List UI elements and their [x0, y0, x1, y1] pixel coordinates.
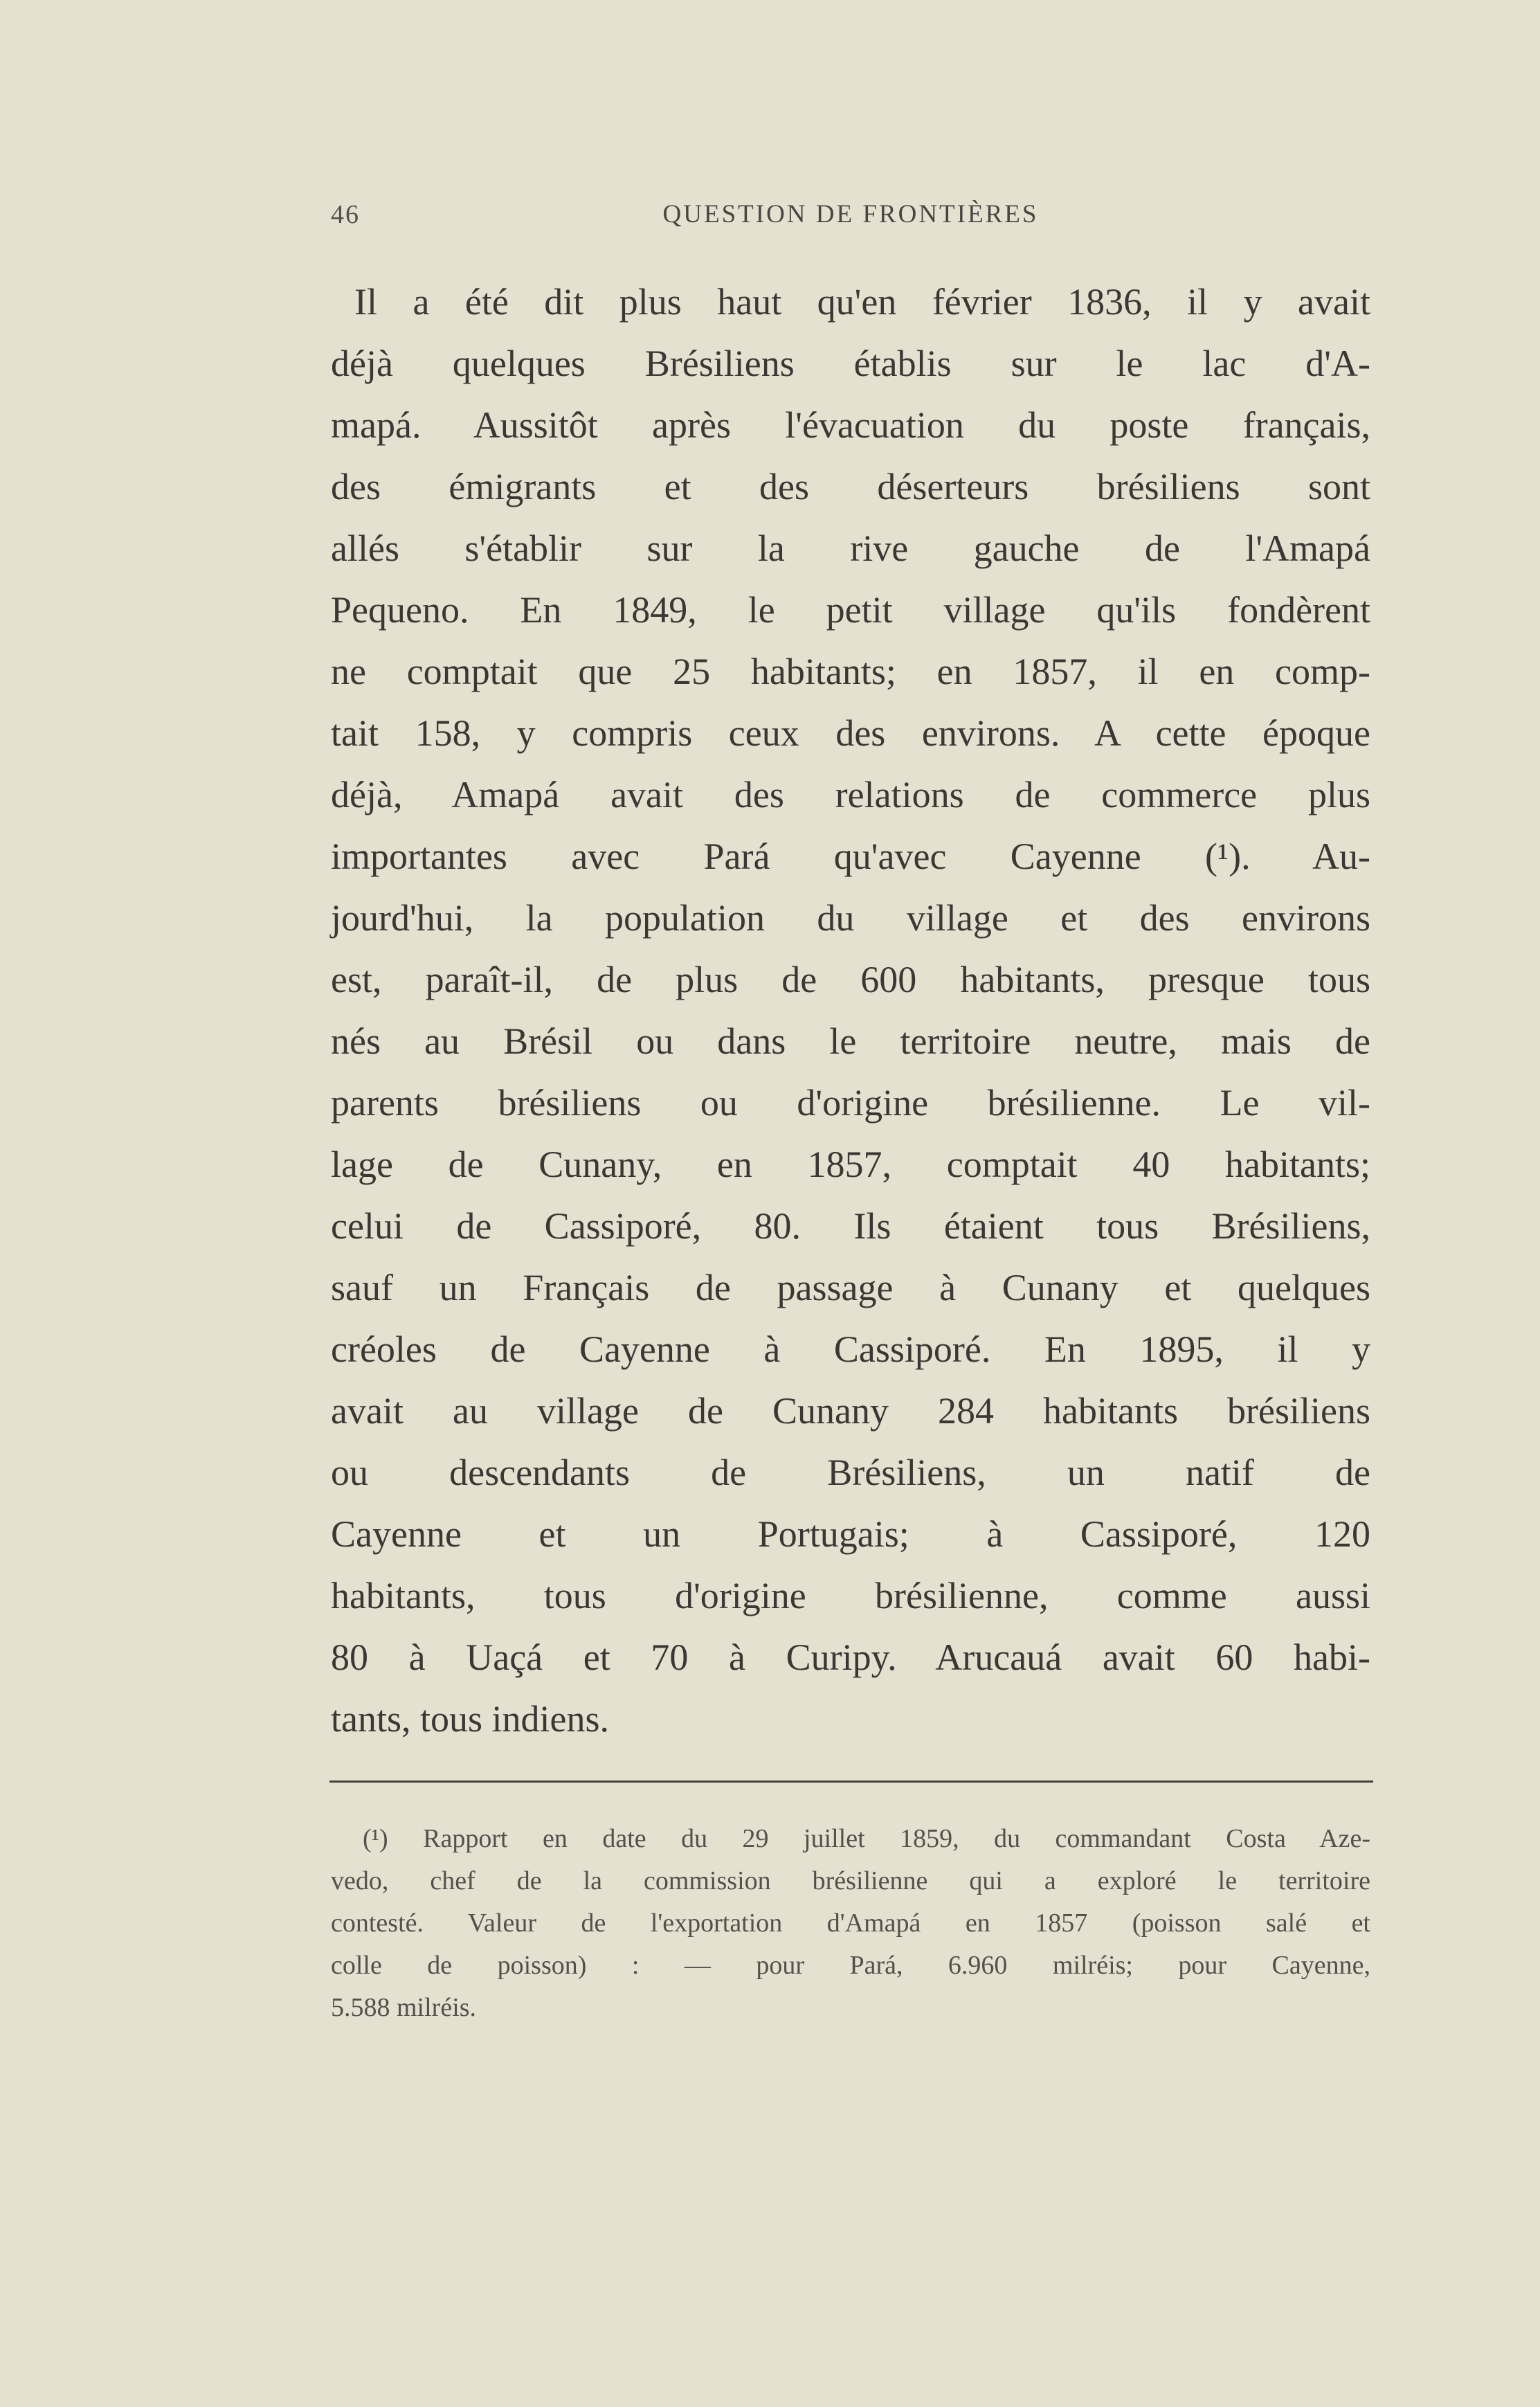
body-line: des émigrants et des déserteurs brésiliens sont	[331, 466, 1370, 507]
footnote	[331, 1818, 1370, 2029]
body-line: est, paraît-il, de plus de 600 habitants, presque tous	[331, 959, 1370, 1000]
footnote-line: 5.588 milréis.	[331, 1993, 477, 2022]
footnote-line: contesté. Valeur de l'exportation d'Amapá en 1857 (poisson salé et	[331, 1909, 1370, 1938]
body-line: avait au village de Cunany 284 habitants brésiliens	[331, 1390, 1370, 1432]
body-paragraph	[331, 271, 1370, 1750]
body-line: celui de Cassiporé, 80. Ils étaient tous Brésiliens,	[331, 1205, 1370, 1247]
body-line: tants, tous indiens.	[331, 1698, 609, 1740]
footnote-line: colle de poisson) : — pour Pará, 6.960 milréis; pour Cayenne,	[331, 1951, 1370, 1980]
page-header	[331, 199, 1370, 241]
body-line: déjà, Amapá avait des relations de commerce plus	[331, 774, 1370, 815]
body-line: sauf un Français de passage à Cunany et quelques	[331, 1267, 1370, 1308]
body-line: créoles de Cayenne à Cassiporé. En 1895, il y	[331, 1328, 1370, 1370]
body-line: Pequeno. En 1849, le petit village qu'ils fondèrent	[331, 589, 1370, 631]
body-line: Il a été dit plus haut qu'en février 1836, il y avait	[354, 281, 1370, 323]
running-title: QUESTION DE FRONTIÈRES	[662, 200, 1039, 228]
body-line: mapá. Aussitôt après l'évacuation du poste français,	[331, 404, 1370, 446]
footnote-line: (¹) Rapport en date du 29 juillet 1859, du commandant Costa Aze-	[363, 1824, 1370, 1853]
footnote-divider	[329, 1781, 1373, 1783]
page-number: 46	[331, 200, 360, 229]
body-line: lage de Cunany, en 1857, comptait 40 habitants;	[331, 1144, 1370, 1185]
body-line: tait 158, y compris ceux des environs. A cette époque	[331, 712, 1370, 754]
body-line: habitants, tous d'origine brésilienne, comme aussi	[331, 1575, 1370, 1616]
body-line: nés au Brésil ou dans le territoire neutre, mais de	[331, 1020, 1370, 1062]
body-line: Cayenne et un Portugais; à Cassiporé, 120	[331, 1513, 1370, 1555]
body-line: importantes avec Pará qu'avec Cayenne (¹). Au-	[331, 836, 1370, 877]
body-line: allés s'établir sur la rive gauche de l'Amapá	[331, 528, 1370, 569]
body-line: ou descendants de Brésiliens, un natif de	[331, 1452, 1370, 1493]
footnote-line: vedo, chef de la commission brésilienne qui a exploré le territoire	[331, 1866, 1370, 1895]
body-line: jourd'hui, la population du village et des environs	[331, 897, 1370, 939]
body-line: parents brésiliens ou d'origine brésilienne. Le vil-	[331, 1082, 1370, 1124]
body-line: ne comptait que 25 habitants; en 1857, il en comp-	[331, 651, 1370, 692]
body-line: 80 à Uaçá et 70 à Curipy. Arucauá avait 60 habi-	[331, 1637, 1370, 1678]
body-line: déjà quelques Brésiliens établis sur le lac d'A-	[331, 343, 1370, 384]
